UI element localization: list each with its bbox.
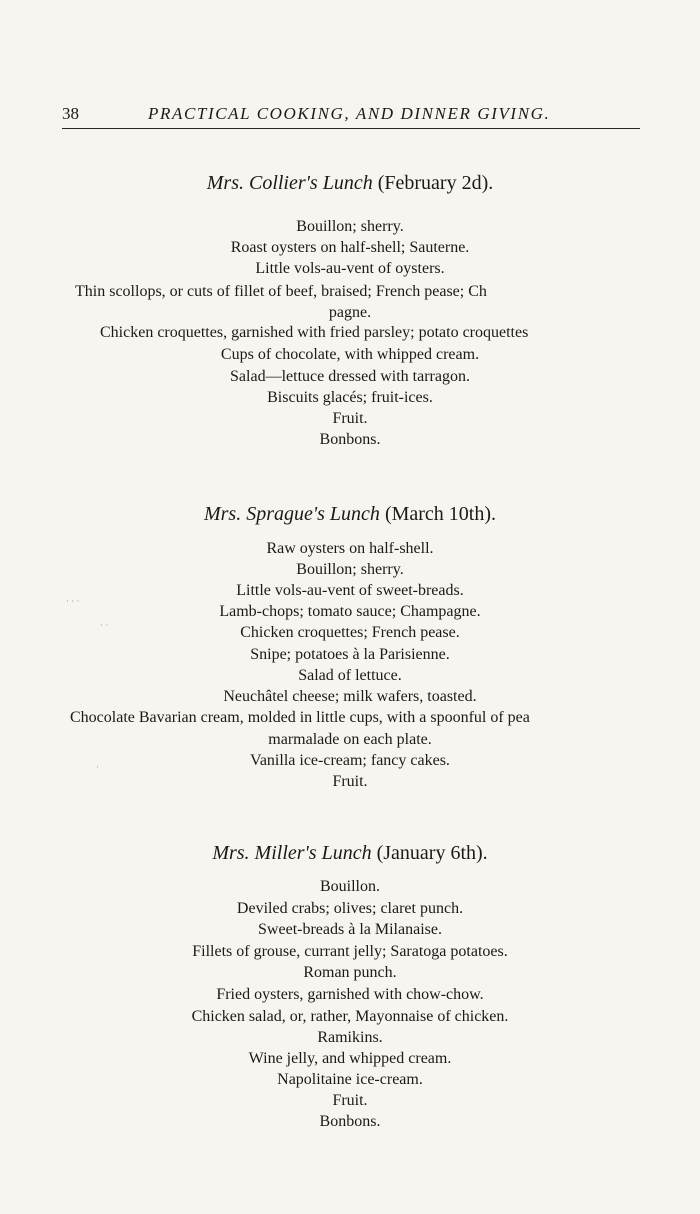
- menu-host: Mrs. Miller's Lunch: [212, 842, 372, 864]
- menu-line: Salad of lettuce.: [298, 667, 402, 684]
- menu-line: Fruit.: [332, 1092, 368, 1109]
- menu-line: Bouillon; sherry.: [296, 218, 404, 235]
- running-head: PRACTICAL COOKING, AND DINNER GIVING.: [148, 104, 551, 123]
- menu-line: Chicken croquettes; French pease.: [240, 624, 460, 641]
- menu-line: Bouillon; sherry.: [296, 561, 404, 578]
- menu-date: (January 6th).: [376, 842, 488, 864]
- menu-host: Mrs. Sprague's Lunch: [203, 503, 380, 525]
- menu-line: Napolitaine ice-cream.: [277, 1071, 423, 1088]
- menu-line: Fruit.: [332, 773, 368, 790]
- menu-line: Roman punch.: [303, 964, 397, 981]
- menu-line: Neuchâtel cheese; milk wafers, toasted.: [223, 688, 477, 705]
- menu-line: Bouillon.: [319, 878, 380, 895]
- menu-line: Chicken croquettes, garnished with fried parsley; potato croquettes: [100, 324, 529, 341]
- menu-title-sprague: [0, 503, 700, 526]
- header-rule: [62, 128, 640, 129]
- menu-line: Roast oysters on half-shell; Sauterne.: [230, 239, 470, 256]
- menu-line: Cups of chocolate, with whipped cream.: [220, 346, 480, 363]
- page-header: [62, 92, 640, 132]
- menu-line: Bonbons.: [319, 431, 381, 448]
- menu-date: (February 2d).: [377, 172, 494, 194]
- menu-line: Biscuits glacés; fruit-ices.: [267, 389, 433, 406]
- menu-host: Mrs. Collier's Lunch: [206, 172, 373, 194]
- menu-line: Fried oysters, garnished with chow-chow.: [216, 986, 484, 1003]
- menu-line: Little vols-au-vent of oysters.: [255, 260, 445, 277]
- paper-speck: · · ·: [66, 596, 80, 606]
- menu-line: pagne.: [328, 304, 372, 321]
- menu-title-miller: [0, 842, 700, 865]
- menu-line: Salad—lettuce dressed with tarragon.: [230, 368, 470, 385]
- menu-line: Vanilla ice-cream; fancy cakes.: [250, 752, 450, 769]
- paper-speck: · ·: [100, 620, 109, 630]
- menu-title-collier: [0, 172, 700, 195]
- menu-line: Thin scollops, or cuts of fillet of beef, braised; French pease; Ch: [75, 283, 487, 300]
- menu-line: Snipe; potatoes à la Parisienne.: [250, 646, 450, 663]
- menu-line: Wine jelly, and whipped cream.: [248, 1050, 452, 1067]
- menu-line: Lamb-chops; tomato sauce; Champagne.: [219, 603, 481, 620]
- paper-speck: ·: [96, 762, 99, 772]
- menu-line: marmalade on each plate.: [268, 731, 432, 748]
- menu-line: Bonbons.: [319, 1113, 381, 1130]
- menu-line: Little vols-au-vent of sweet-breads.: [236, 582, 464, 599]
- menu-line: Chocolate Bavarian cream, molded in little cups, with a spoonful of pea: [70, 709, 530, 726]
- menu-line: Deviled crabs; olives; claret punch.: [236, 900, 464, 917]
- menu-line: Chicken salad, or, rather, Mayonnaise of chicken.: [191, 1008, 509, 1025]
- menu-line: Sweet-breads à la Milanaise.: [258, 921, 442, 938]
- page-number: 38: [62, 104, 79, 123]
- menu-date: (March 10th).: [384, 503, 497, 525]
- menu-line: Ramikins.: [317, 1029, 383, 1046]
- menu-line: Raw oysters on half-shell.: [266, 540, 434, 557]
- menu-line: Fruit.: [332, 410, 368, 427]
- menu-line: Fillets of grouse, currant jelly; Saratoga potatoes.: [192, 943, 508, 960]
